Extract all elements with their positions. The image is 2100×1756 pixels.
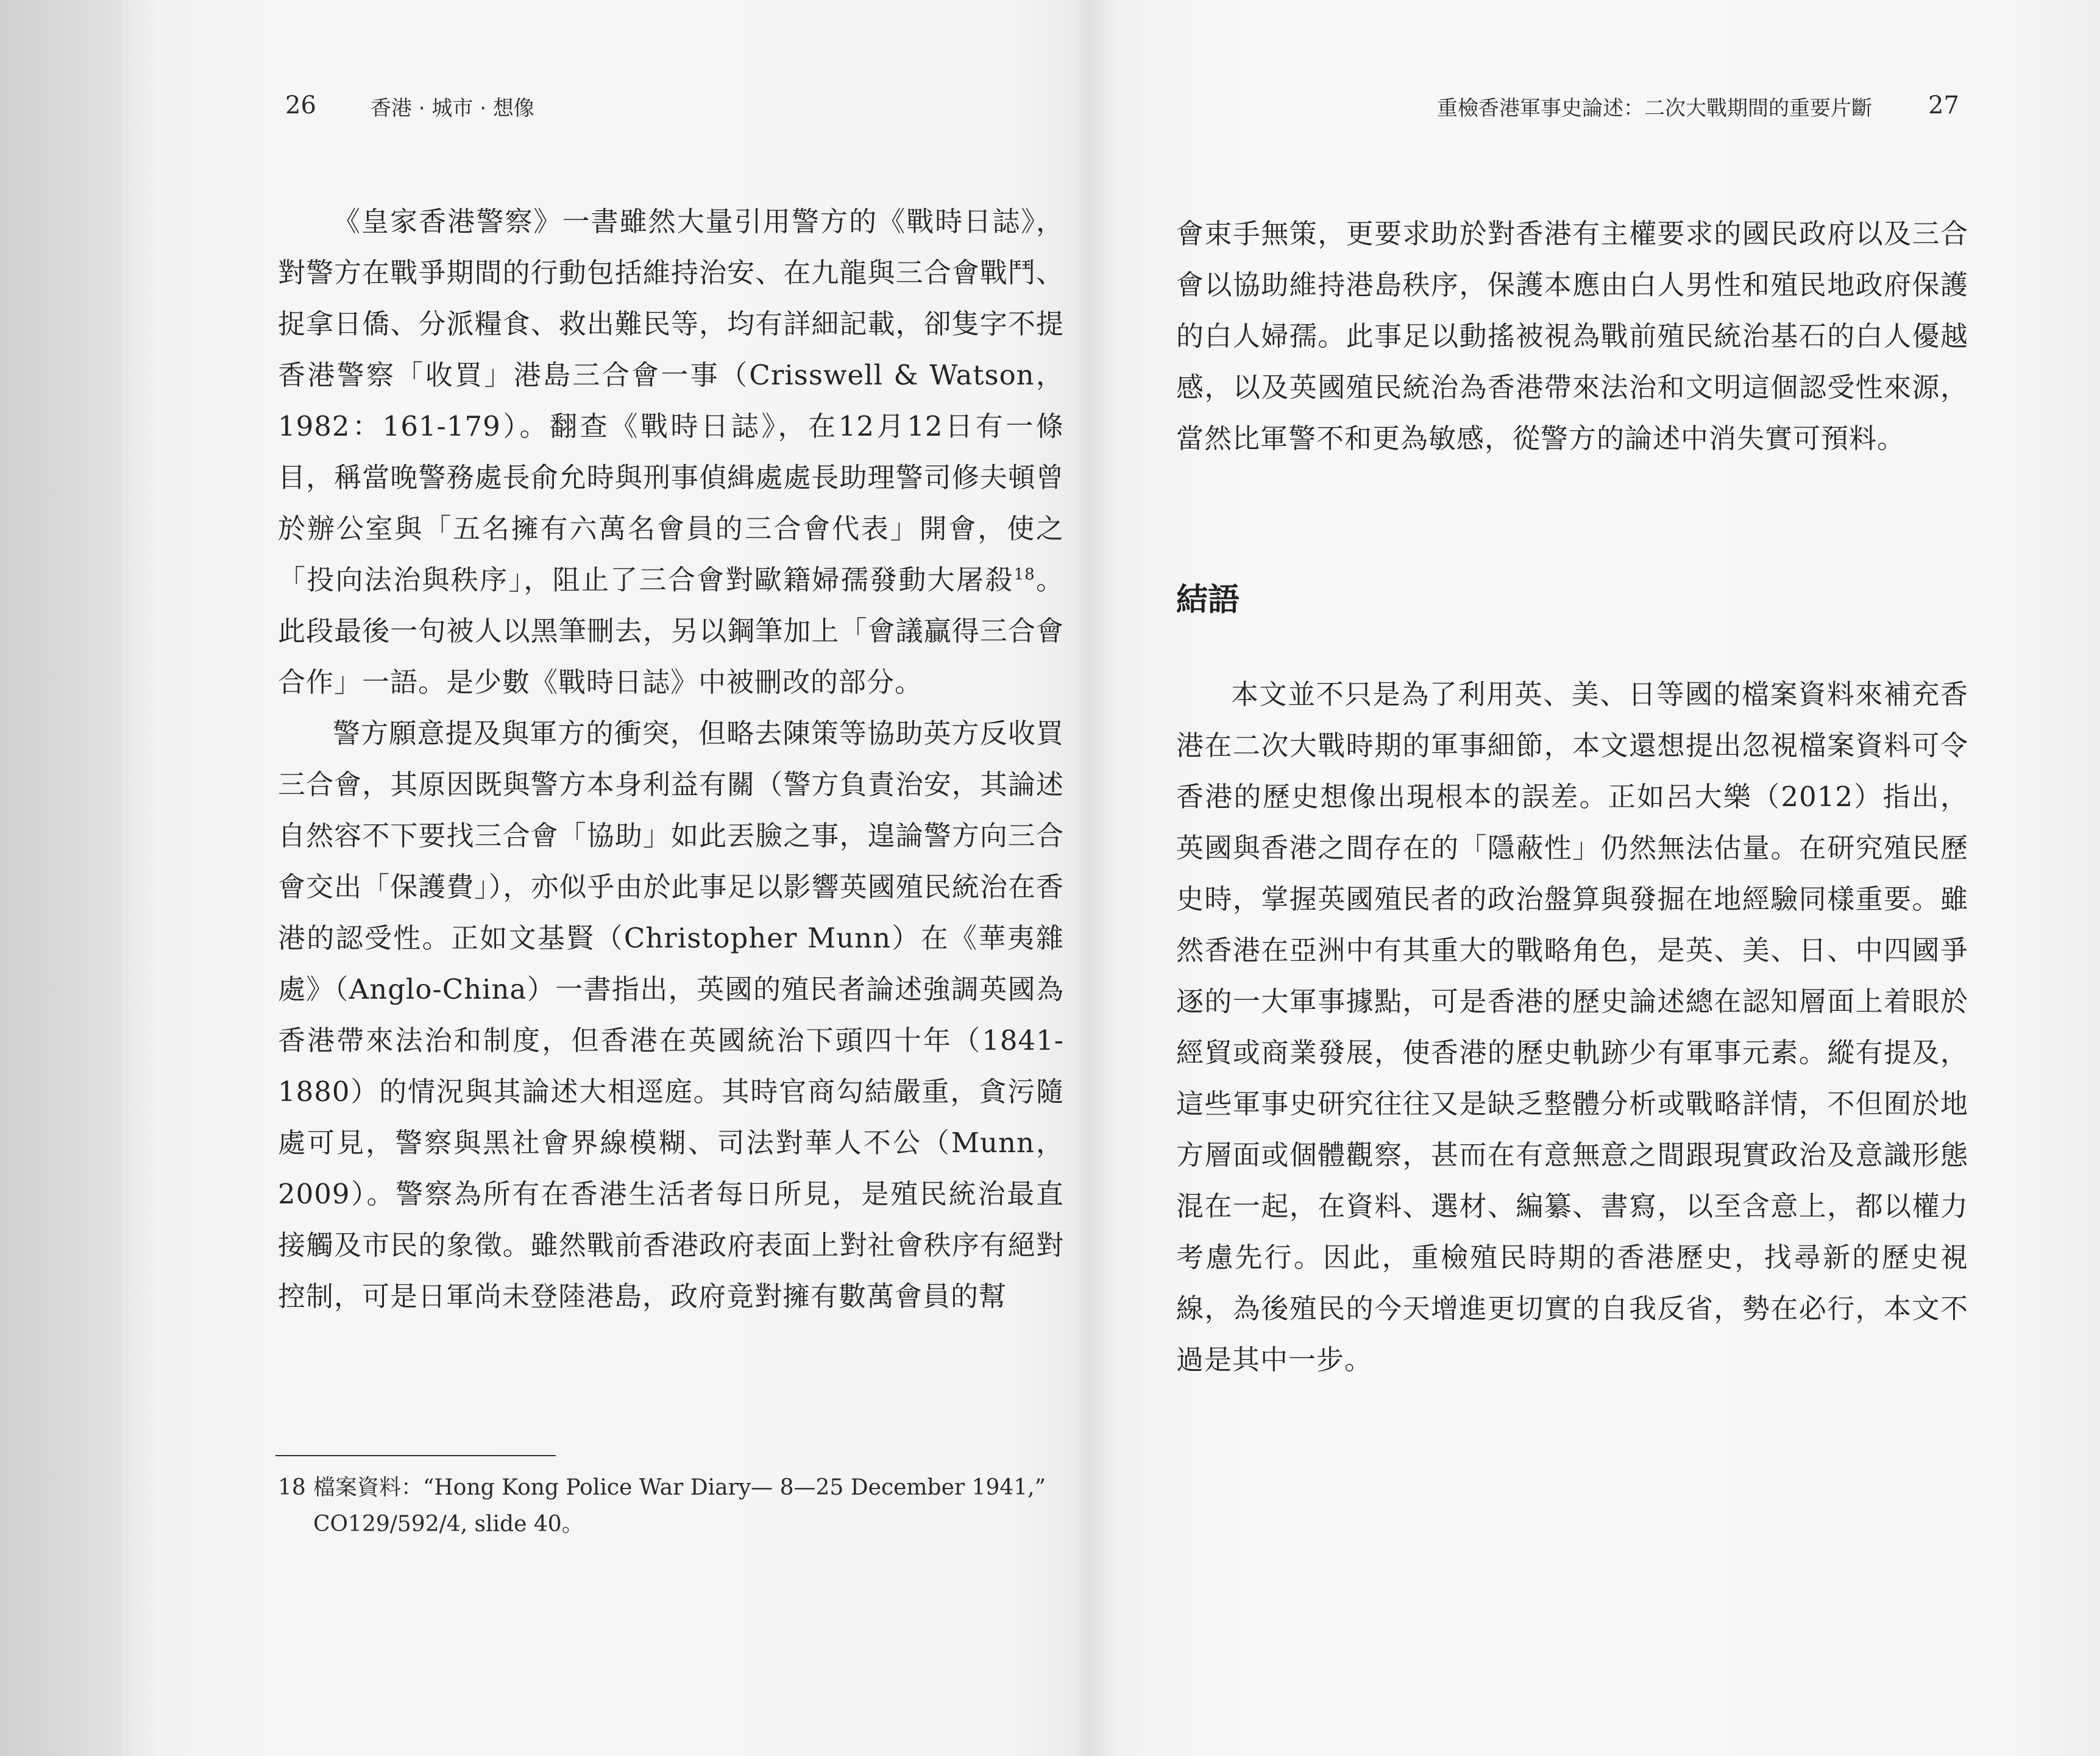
right-page [1088,0,2100,1756]
left-body-text [278,196,1064,1322]
right-conclusion-text [1176,669,1968,1386]
left-paragraph-1-tail: 。此段最後一句被人以黑筆刪去，另以鋼筆加上「會議贏得三合會合作」一語。是少數《戰時日誌》中被刪改的部分。 [278,564,1064,698]
footnote-line-2: CO129/592/4, slide 40。 [313,1512,584,1537]
conclusion-paragraph: 本文並不只是為了利用英、美、日等國的檔案資料來補充香港在二次大戰時期的軍事細節，本文還想提出忽視檔案資料可令香港的歷史想像出現根本的誤差。正如呂大樂（2012）指出，英國與香港之間存在的「隱蔽性」仍然無法估量。在研究殖民歷史時，掌握英國殖民者的政治盤算與發掘在地經驗同樣重要。雖然香港在亞洲中有其重大的戰略角色，是英、美、日、中四國爭逐的一大軍事據點，可是香港的歷史論述總在認知層面上着眼於經貿或商業發展，使香港的歷史軌跡少有軍事元素。縱有提及，這些軍事史研究往往又是缺乏整體分析或戰略詳情，不但囿於地方層面或個體觀察，甚而在有意無意之間跟現實政治及意識形態混在一起，在資料、選材、編纂、書寫，以至含意上，都以權力考慮先行。因此，重檢殖民時期的香港歷史，找尋新的歷史視線，為後殖民的今天增進更切實的自我反省，勢在必行，本文不過是其中一步。 [1176,678,1968,1376]
scan-edge [0,0,122,1756]
left-paragraph-1 [278,196,1064,708]
section-heading: 結語 [1176,582,1240,618]
footnote-reference: 18 [1013,565,1035,584]
left-paragraph-2: 警方願意提及與軍方的衝突，但略去陳策等協助英方反收買三合會，其原因既與警方本身利益有關（警方負責治安，其論述自然容不下要找三合會「協助」如此丟臉之事，遑論警方向三合會交出「保護費」），亦似乎由於此事足以影響英國殖民統治在香港的認受性。正如文基賢（Christopher Munn）在《華夷雜處》（Anglo-China）一書指出，英國的殖民者論述強調英國為香港帶來法治和制度，但香港在英國統治下頭四十年（1841-1880）的情況與其論述大相逕庭。其時官商勾結嚴重，貪污隨處可見，警察與黑社會界線模糊、司法對華人不公（Munn，2009）。警察為所有在香港生活者每日所見，是殖民統治最直接觸及市民的象徵。雖然戰前香港政府表面上對社會秩序有絕對控制，可是日軍尚未登陸港島，政府竟對擁有數萬會員的幫 [278,717,1064,1312]
left-page [122,0,1088,1756]
right-running-head: 重檢香港軍事史論述：二次大戰期間的重要片斷 [1437,96,1872,121]
footnote-rule [275,1455,556,1456]
footnote-line-1: 檔案資料：“Hong Kong Police War Diary— 8—25 December 1941,” [313,1475,1046,1500]
footnote-number: 18 [278,1475,306,1500]
footnote [278,1470,1082,1543]
right-continuation-text [1176,208,1968,464]
right-page-number: 27 [1928,91,1959,119]
right-paragraph-continued: 會束手無策，更要求助於對香港有主權要求的國民政府以及三合會以協助維持港島秩序，保護本應由白人男性和殖民地政府保護的白人婦孺。此事足以動搖被視為戰前殖民統治基石的白人優越感，以及英國殖民統治為香港帶來法治和文明這個認受性來源，當然比軍警不和更為敏感，從警方的論述中消失實可預料。 [1176,218,1968,455]
left-running-head: 香港 · 城市 · 想像 [371,96,534,121]
left-page-number: 26 [285,91,316,119]
left-paragraph-1-text: 《皇家香港警察》一書雖然大量引用警方的《戰時日誌》，對警方在戰爭期間的行動包括維持治安、在九龍與三合會戰鬥、捉拿日僑、分派糧食、救出難民等，均有詳細記載，卻隻字不提香港警察「收買」港島三合會一事（Crisswell & Watson，1982：161-179）。翻查《戰時日誌》，在12月12日有一條目，稱當晚警務處長俞允時與刑事偵緝處處長助理警司修夫頓曾於辦公室與「五名擁有六萬名會員的三合會代表」開會，使之「投向法治與秩序」，阻止了三合會對歐籍婦孺發動大屠殺 [278,205,1064,596]
